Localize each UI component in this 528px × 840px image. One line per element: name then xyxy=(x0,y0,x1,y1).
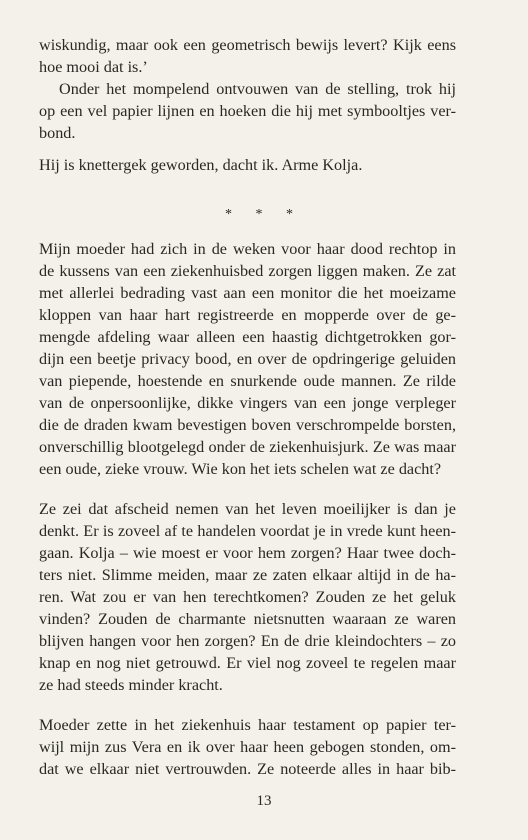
text-line: Ze zei dat afscheid nemen van het leven moeilijker is dan je xyxy=(39,500,456,518)
text-line: blijven hangen voor hen zorgen? En de drie kleindochters – zo xyxy=(39,632,456,650)
text-line: kloppen van haar hart registreerde en mopperde over de ge- xyxy=(39,306,456,324)
text-line: met allerlei bedrading vast aan een monitor die het moeizame xyxy=(39,284,456,302)
text-line: denkt. Er is zoveel af te handelen voordat je in vrede kunt heen- xyxy=(39,522,456,540)
text-line: van de onpersoonlijke, dikke vingers van een jonge verpleger xyxy=(39,394,456,412)
text-line: vinden? Zouden de charmante nietsnutten waaraan ze waren xyxy=(39,610,456,628)
text-line: Moeder zette in het ziekenhuis haar testament op papier ter- xyxy=(39,716,456,734)
text-line: dijn een beetje privacy bood, en over de opdringerige geluiden xyxy=(39,350,456,368)
text-line: een oude, zieke vrouw. Wie kon het iets schelen wat ze dacht? xyxy=(39,460,442,478)
text-line: van piepende, hoestende en snurkende oude mannen. Ze rilde xyxy=(39,372,456,390)
text-line: de kussens van een ziekenhuisbed zorgen liggen maken. Ze zat xyxy=(39,262,456,280)
text-line: op een vel papier lijnen en hoeken die hij met symbooltjes ver- xyxy=(39,102,456,120)
text-line: Hij is knettergek geworden, dacht ik. Arme Kolja. xyxy=(39,156,363,174)
section-break: * * * xyxy=(225,207,303,222)
text-line: ren. Wat zou er van hen terechtkomen? Zouden ze het geluk xyxy=(39,588,456,606)
text-line: gaan. Kolja – wie moest er voor hem zorgen? Haar twee doch- xyxy=(39,544,456,562)
text-line: dat we elkaar niet vertrouwden. Ze noteerde alles in haar bib- xyxy=(39,760,456,778)
text-line: die de draden kwam bevestigen boven verschrompelde borsten, xyxy=(39,416,456,434)
text-line: bond. xyxy=(39,124,76,142)
text-line: Onder het mompelend ontvouwen van de stelling, trok hij xyxy=(59,80,456,98)
text-line: Mijn moeder had zich in de weken voor haar dood rechtop in xyxy=(39,240,456,258)
text-line: mengde afdeling waar alleen een haastig dichtgetrokken gor- xyxy=(39,328,456,346)
text-line: hoe mooi dat is.’ xyxy=(39,58,148,76)
page-number: 13 xyxy=(256,793,272,809)
text-line: wiskundig, maar ook een geometrisch bewijs levert? Kijk eens xyxy=(39,36,456,54)
text-line: ze had steeds minder kracht. xyxy=(39,676,223,694)
text-line: wijl mijn zus Vera en ik over haar heen gebogen stonden, om- xyxy=(39,738,456,756)
text-line: ters niet. Slimme meiden, maar ze zaten elkaar altijd in de ha- xyxy=(39,566,456,584)
text-line: onverschillig blootgelegd onder de ziekenhuisjurk. Ze was maar xyxy=(39,438,456,456)
text-line: knap en nog niet getrouwd. Er viel nog zoveel te regelen maar xyxy=(39,654,456,672)
